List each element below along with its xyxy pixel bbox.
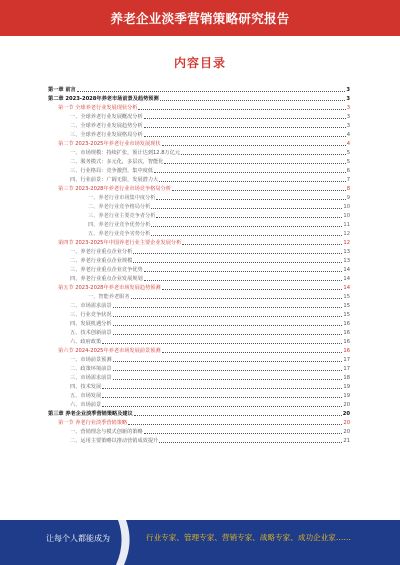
toc-page-number: 19 — [343, 393, 350, 399]
toc-entry[interactable] — [48, 363, 350, 372]
toc-page-number: 16 — [343, 330, 350, 336]
toc-entry[interactable] — [48, 147, 350, 156]
toc-page-number: 13 — [343, 249, 350, 255]
toc-page-number: 6 — [346, 168, 350, 174]
toc-leader-dots — [131, 298, 343, 299]
toc-entry[interactable] — [48, 174, 350, 183]
toc-page-number: 17 — [343, 357, 350, 363]
toc-entry[interactable] — [48, 309, 350, 318]
toc-leader-dots — [156, 199, 345, 200]
toc-entry[interactable] — [48, 165, 350, 174]
toc-page-number: 5 — [346, 159, 350, 165]
toc-entry-label: 二、养老行业竞争格局分析 — [88, 204, 151, 210]
report-title: 养老企业淡季营销策略研究报告 — [110, 11, 290, 26]
toc-leader-dots — [144, 136, 346, 137]
toc-entry[interactable] — [48, 372, 350, 381]
toc-leader-dots — [159, 181, 345, 182]
toc-entry-label: 一、市场前景预测 — [70, 357, 112, 363]
toc-leader-dots — [113, 307, 343, 308]
toc-entry-label: 二、养老行业重点企业规模 — [70, 258, 133, 264]
footer-banner — [0, 520, 400, 565]
toc-page-number: 16 — [343, 348, 350, 354]
toc-entry[interactable] — [48, 156, 350, 165]
toc-entry-label: 六、政府政策 — [70, 339, 102, 345]
toc-leader-dots — [134, 415, 342, 416]
toc-leader-dots — [160, 100, 346, 101]
toc-entry[interactable] — [48, 111, 350, 120]
toc-leader-dots — [102, 388, 342, 389]
toc-entry[interactable] — [48, 399, 350, 408]
toc-page-number: 10 — [343, 213, 350, 219]
toc-page-number: 20 — [342, 411, 350, 417]
toc-entry[interactable] — [48, 345, 350, 354]
toc-entry-label: 六、市场前景 — [70, 402, 102, 408]
toc-page-number: 20 — [343, 420, 350, 426]
toc-page-number: 16 — [343, 339, 350, 345]
toc-page-number: 17 — [343, 366, 350, 372]
toc-entry[interactable] — [48, 102, 350, 111]
toc-leader-dots — [181, 154, 346, 155]
toc-page-number: 10 — [343, 204, 350, 210]
toc-leader-dots — [151, 235, 342, 236]
toc-entry-label: 一、智能养老服务 — [88, 294, 130, 300]
toc-page-number: 15 — [343, 312, 350, 318]
toc-page-number: 4 — [346, 132, 350, 138]
header-banner — [0, 0, 400, 36]
toc-entry-label: 二、运用主要策略以推动营销成效提升 — [70, 438, 159, 444]
toc-entry[interactable] — [48, 210, 350, 219]
toc-leader-dots — [102, 343, 342, 344]
toc-leader-dots — [172, 190, 346, 191]
toc-page-number: 12 — [343, 240, 350, 246]
toc-entry-label: 一、市场规模：持续扩张，预计达到12.8万亿元 — [70, 150, 181, 156]
toc-entry-label: 四、养老行业竞争优势分析 — [88, 222, 151, 228]
toc-entry[interactable] — [48, 219, 350, 228]
toc-entry[interactable] — [48, 228, 350, 237]
toc-entry-label: 第三节 2023-2028年养老行业市场竞争格局分析 — [58, 186, 171, 192]
toc-entry[interactable] — [48, 264, 350, 273]
swoosh-decoration — [116, 520, 136, 565]
toc-entry[interactable] — [48, 426, 350, 435]
toc-page-number: 15 — [343, 294, 350, 300]
toc-entry-label: 三、市场需求前景 — [70, 375, 112, 381]
toc-page-number: 12 — [343, 231, 350, 237]
toc-leader-dots — [144, 433, 343, 434]
toc-entry-label: 第三章 养老企业淡季营销策略及建议 — [48, 411, 133, 417]
toc-entry[interactable] — [48, 183, 350, 192]
toc-page-number: 3 — [346, 123, 350, 129]
toc-entry-label: 二、政策环境前景 — [70, 366, 112, 372]
toc-leader-dots — [156, 217, 342, 218]
toc-page-number: 8 — [346, 186, 350, 192]
toc-entry[interactable] — [48, 237, 350, 246]
toc-page-number: 19 — [343, 384, 350, 390]
toc-entry-label: 第二节 2023-2025年养老行业市场发展现状 — [58, 141, 161, 147]
toc-entry[interactable] — [48, 120, 350, 129]
toc-leader-dots — [102, 406, 342, 407]
toc-leader-dots — [151, 226, 342, 227]
toc-entry[interactable] — [48, 318, 350, 327]
toc-entry-label: 第四节 2023-2025年中国养老行业主要企业发展分析 — [58, 240, 182, 246]
toc-page-number: 20 — [343, 429, 350, 435]
toc-entry[interactable] — [48, 129, 350, 138]
toc-entry-label: 第一节 全球养老行业发展现状分析 — [58, 105, 138, 111]
toc-entry-label: 二、服务模式：多元化，多层次，智能化 — [70, 159, 164, 165]
toc-entry-label: 五、市场发展 — [70, 393, 102, 399]
toc-leader-dots — [113, 325, 343, 326]
toc-leader-dots — [133, 262, 342, 263]
toc-entry[interactable] — [48, 138, 350, 147]
toc-entry[interactable] — [48, 291, 350, 300]
toc-entry[interactable] — [48, 435, 350, 444]
toc-page-number: 13 — [343, 258, 350, 264]
toc-entry-label: 三、养老行业重点企业竞争优势 — [70, 267, 143, 273]
toc-entry[interactable] — [48, 408, 350, 417]
toc-entry-label: 五、养老行业竞争劣势分析 — [88, 231, 151, 237]
toc-page-number: 11 — [343, 222, 350, 228]
toc-entry[interactable] — [48, 381, 350, 390]
toc-page-number: 15 — [343, 303, 350, 309]
toc-leader-dots — [113, 370, 343, 371]
toc-leader-dots — [144, 271, 343, 272]
toc-page-number: 21 — [343, 438, 350, 444]
toc-entry[interactable] — [48, 417, 350, 426]
toc-entry[interactable] — [48, 201, 350, 210]
toc-entry-label: 二、全球养老行业发展趋势分析 — [70, 123, 143, 129]
toc-page-number: 3 — [346, 114, 350, 120]
toc-entry-label: 二、市场需求前景 — [70, 303, 112, 309]
toc-entry-label: 第二章 2023-2028年养老市场前景及趋势预测 — [48, 96, 159, 102]
toc-leader-dots — [113, 379, 343, 380]
toc-entry-label: 第一节 养老行业淡季营销策略 — [58, 420, 128, 426]
footer-tagline: 行业专家、管理专家、营销专家、战略专家、成功企业家…… — [146, 533, 352, 542]
toc-entry-label: 一、养老行业重点企业分析 — [70, 249, 133, 255]
toc-leader-dots — [182, 244, 342, 245]
toc-entry-label: 四、技术发展 — [70, 384, 102, 390]
toc-heading: 内容目录 — [173, 56, 226, 70]
toc-entry-label: 五、技术创新前景 — [70, 330, 112, 336]
toc-leader-dots — [113, 334, 343, 335]
toc-page-number: 14 — [343, 276, 350, 282]
toc-leader-dots — [144, 127, 346, 128]
toc-entry-label: 一、全球养老行业发展概况分析 — [70, 114, 143, 120]
toc-entry[interactable] — [48, 336, 350, 345]
toc-leader-dots — [102, 397, 342, 398]
toc-entry[interactable] — [48, 255, 350, 264]
toc-leader-dots — [164, 163, 345, 164]
toc-entry-label: 四、发展机遇分析 — [70, 321, 112, 327]
toc-page-number: 9 — [346, 195, 350, 201]
toc-leader-dots — [154, 172, 346, 173]
toc-leader-dots — [113, 316, 343, 317]
toc-page-number: 5 — [346, 150, 350, 156]
toc-entry[interactable] — [48, 93, 350, 102]
toc-leader-dots — [77, 91, 346, 92]
toc-leader-dots — [133, 253, 342, 254]
toc-entry-label: 第六节 2024-2025年养老市场发展前景预测 — [58, 348, 161, 354]
toc-entry[interactable] — [48, 282, 350, 291]
toc-page-number: 18 — [343, 375, 350, 381]
toc-entry[interactable] — [48, 300, 350, 309]
toc-entry-label: 四、养老行业重点企业发展规划 — [70, 276, 143, 282]
toc-leader-dots — [162, 289, 343, 290]
toc-leader-dots — [113, 361, 343, 362]
toc-leader-dots — [159, 442, 342, 443]
toc-page-number: 3 — [346, 87, 350, 93]
toc-entry-label: 三、养老行业主要竞争者分析 — [88, 213, 156, 219]
toc-entry-label: 四、行业前景：广阔无限，发展潜力大 — [70, 177, 159, 183]
toc-page-number: 20 — [343, 402, 350, 408]
toc-leader-dots — [162, 352, 343, 353]
toc-page-number: 14 — [343, 267, 350, 273]
toc-entry-label: 一、营销理念与模式创新的策略 — [70, 429, 143, 435]
toc-entry-label: 三、行业格局：竞争激烈，集中度低 — [70, 168, 154, 174]
toc-entry-label: 第一章 前言 — [48, 87, 76, 93]
toc-entry[interactable] — [48, 354, 350, 363]
table-of-contents — [48, 84, 350, 444]
toc-page-number: 16 — [343, 321, 350, 327]
toc-entry[interactable] — [48, 273, 350, 282]
toc-entry[interactable] — [48, 192, 350, 201]
toc-entry-label: 三、全球养老行业发展格局分析 — [70, 132, 143, 138]
toc-page-number: 3 — [346, 105, 350, 111]
toc-page-number: 14 — [343, 285, 350, 291]
footer-slogan: 让每个人都能成为 — [46, 534, 110, 543]
toc-entry[interactable] — [48, 327, 350, 336]
toc-leader-dots — [144, 118, 346, 119]
toc-entry[interactable] — [48, 246, 350, 255]
toc-entry[interactable] — [48, 390, 350, 399]
toc-leader-dots — [162, 145, 346, 146]
toc-entry-label: 一、养老行业市场集中度分析 — [88, 195, 156, 201]
toc-entry-label: 三、行业竞争状况 — [70, 312, 112, 318]
toc-leader-dots — [151, 208, 342, 209]
toc-leader-dots — [144, 280, 343, 281]
toc-page-number: 3 — [346, 96, 350, 102]
toc-page-number: 4 — [346, 141, 350, 147]
toc-leader-dots — [138, 109, 345, 110]
toc-leader-dots — [128, 424, 342, 425]
toc-page-number: 7 — [346, 177, 350, 183]
toc-entry[interactable] — [48, 84, 350, 93]
toc-entry-label: 第五节 2023-2028年养老市场发展趋势预测 — [58, 285, 161, 291]
